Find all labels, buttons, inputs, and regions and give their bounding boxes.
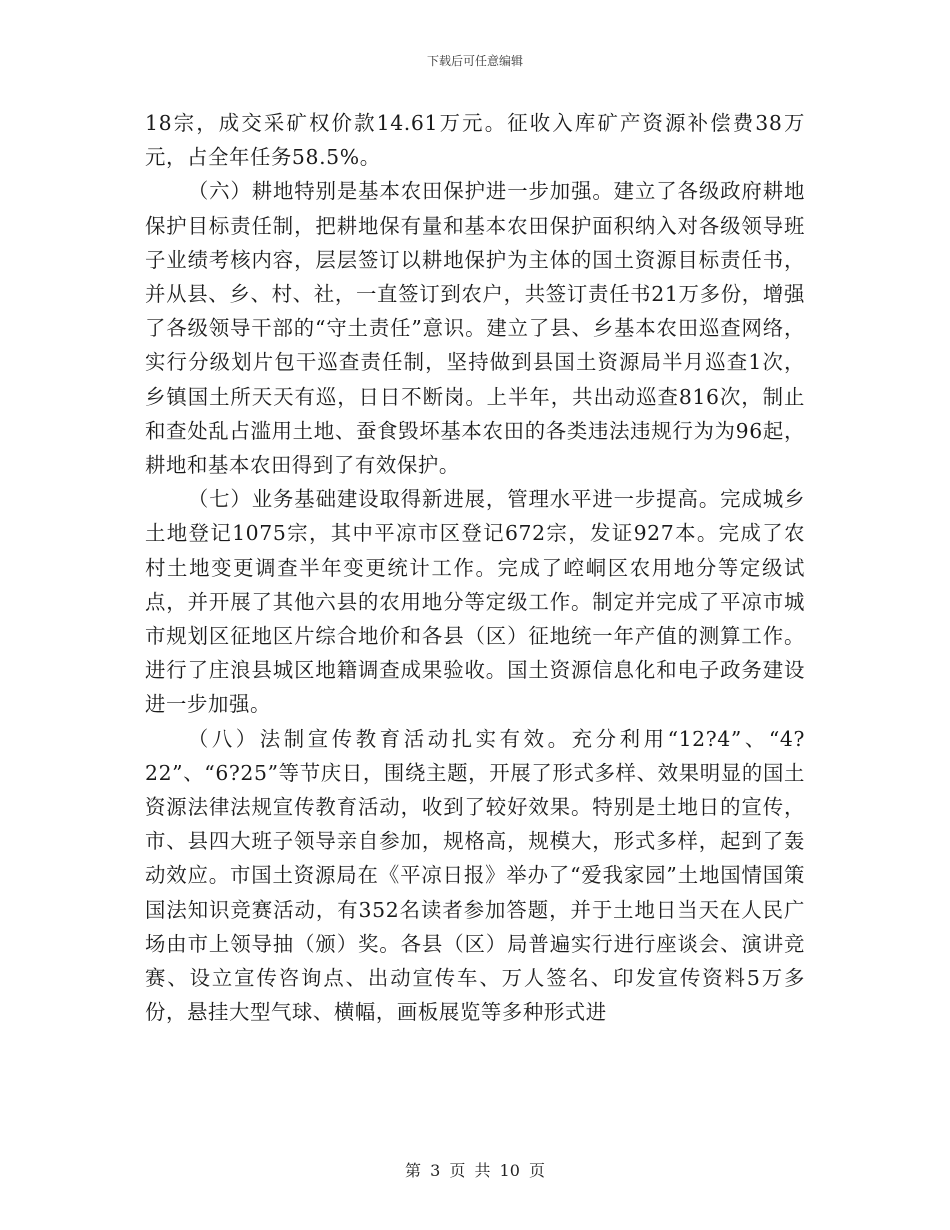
page-header: 下载后可任意编辑: [426, 54, 523, 68]
document-body: [145, 106, 805, 1029]
paragraph-1: 18宗，成交采矿权价款14.61万元。征收入库矿产资源补偿费38万元，占全年任务58.5%。: [145, 111, 805, 170]
paragraph-3: （七）业务基础建设取得新进展，管理水平进一步提高。完成城乡土地登记1075宗，其中平凉市区登记672宗，发证927本。完成了农村土地变更调查半年变更统计工作。完成了崆峒区农用地分等定级试点，并开展了其他六县的农用地分等定级工作。制定并完成了平凉市城市规划区征地区片综合地价和各县（区）征地统一年产值的测算工作。进行了庄浪县城区地籍调查成果验收。国土资源信息化和电子政务建设进一步加强。: [145, 487, 805, 717]
paragraph-4: （八）法制宣传教育活动扎实有效。充分利用“12?4”、“4?22”、“6?25”等节庆日，围绕主题，开展了形式多样、效果明显的国土资源法律法规宣传教育活动，收到了较好效果。特别是土地日的宣传，市、县四大班子领导亲自参加，规格高，规模大，形式多样，起到了轰动效应。市国土资源局在《平凉日报》举办了“爱我家园”土地国情国策国法知识竞赛活动，有352名读者参加答题，并于土地日当天在人民广场由市上领导抽（颁）奖。各县（区）局普遍实行进行座谈会、演讲竞赛、设立宣传咨询点、出动宣传车、万人签名、印发宣传资料5万多份，悬挂大型气球、横幅，画板展览等多种形式进: [145, 726, 805, 1025]
paragraph-2: （六）耕地特别是基本农田保护进一步加强。建立了各级政府耕地保护目标责任制，把耕地保有量和基本农田保护面积纳入对各级领导班子业绩考核内容，层层签订以耕地保护为主体的国土资源目标责任书，并从县、乡、村、社，一直签订到农户，共签订责任书21万多份，增强了各级领导干部的“守土责任”意识。建立了县、乡基本农田巡查网络，实行分级划片包干巡查责任制，坚持做到县国土资源局半月巡查1次，乡镇国土所天天有巡，日日不断岗。上半年，共出动巡查816次，制止和查处乱占滥用土地、蚕食毁坏基本农田的各类违法违规行为为96起，耕地和基本农田得到了有效保护。: [145, 179, 805, 478]
page-footer: 第 3 页 共 10 页: [405, 1161, 545, 1180]
